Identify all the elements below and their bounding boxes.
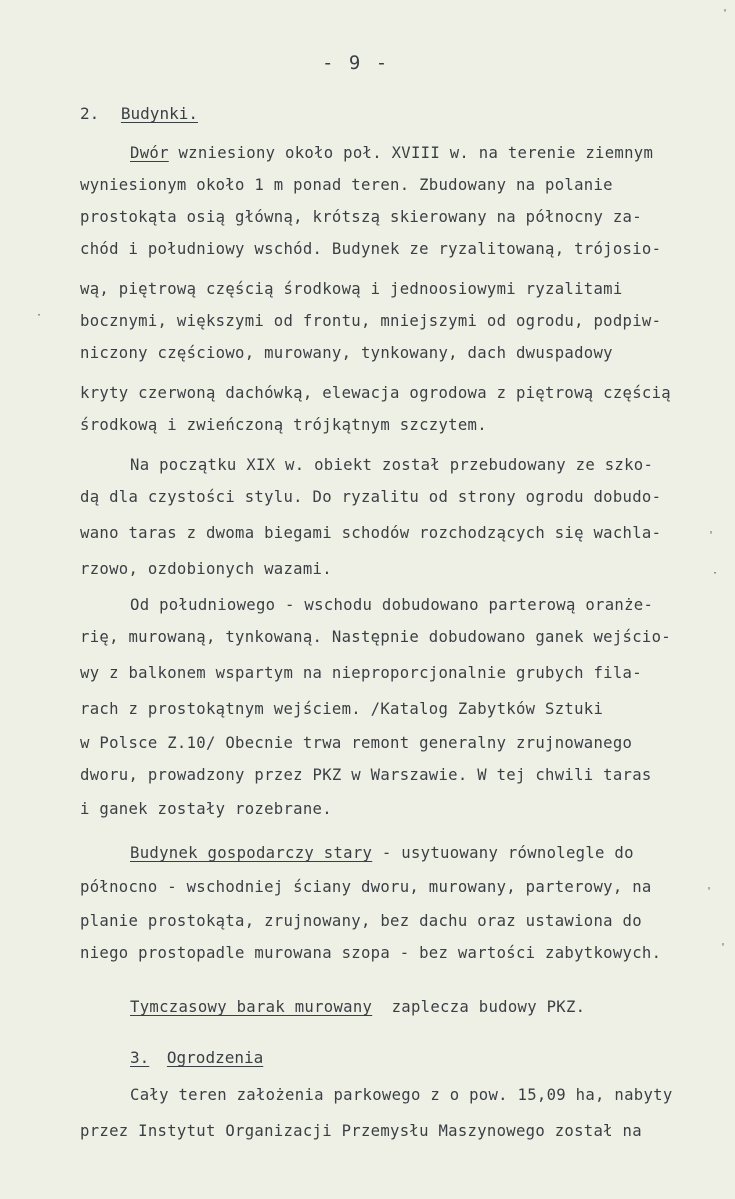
margin-mark: ' (708, 530, 715, 541)
margin-mark: ' (722, 8, 729, 19)
dwor-line-1: wyniesionym około 1 m ponad teren. Zbudowany na polanie (80, 176, 613, 194)
oranzeria-line-6: i ganek zostały rozebrane. (80, 800, 332, 818)
dwor-line-8: środkową i zwieńczoną trójkątnym szczytem. (80, 416, 487, 434)
dwor-line-4: wą, piętrową częścią środkową i jednoosiowymi ryzalitami (80, 280, 623, 298)
margin-mark: ' (720, 942, 727, 953)
section-3-heading (130, 1048, 263, 1067)
section-3-title: Ogrodzenia (166, 1048, 264, 1067)
dwor-line-6: niczony częściowo, murowany, tynkowany, dach dwuspadowy (80, 344, 613, 362)
section-2-title: Budynki. (120, 104, 198, 123)
last-line-1: przez Instytut Organizacji Przemysłu Maszynowego został na (80, 1122, 642, 1140)
barak-rest: zaplecza budowy PKZ. (372, 998, 586, 1016)
oranzeria-line-1: rię, murowaną, tynkowaną. Następnie dobudowano ganek wejścio- (80, 628, 671, 646)
gospodarczy-line-0: - usytuowany równolegle do (372, 844, 634, 862)
dwor-line-3: chód i południowy wschód. Budynek ze ryzalitowaną, trójosio- (80, 240, 662, 258)
xix-line-0: Na początku XIX w. obiekt został przebudowany ze szko- (130, 456, 654, 474)
oranzeria-line-3: rach z prostokątnym wejściem. /Katalog Zabytków Sztuki (80, 700, 604, 718)
margin-mark: · (36, 310, 43, 321)
text-line (130, 998, 720, 1016)
gospodarczy-line-1: północno - wschodniej ściany dworu, murowany, parterowy, na (80, 878, 652, 896)
gospodarczy-line-3: niego prostopadle murowana szopa - bez wartości zabytkowych. (80, 944, 662, 962)
dwor-term: Dwór (130, 144, 169, 162)
margin-mark: ' (706, 886, 713, 897)
section-3-number: 3. (130, 1048, 150, 1067)
barak-term: Tymczasowy barak murowany (130, 998, 373, 1016)
section-2-number: 2. (80, 104, 100, 123)
xix-line-1: dą dla czystości stylu. Do ryzalitu od strony ogrodu dobudo- (80, 488, 662, 506)
dwor-line-7: kryty czerwoną dachówką, elewacja ogrodowa z piętrową częścią (80, 384, 671, 402)
text-line (130, 844, 720, 862)
dwor-line-0: wzniesiony około poł. XVIII w. na terenie ziemnym (168, 144, 654, 162)
dwor-line-2: prostokąta osią główną, krótszą skierowany na północny za- (80, 208, 642, 226)
last-line-0: Cały teren założenia parkowego z o pow. 15,09 ha, nabyty (130, 1086, 673, 1104)
oranzeria-line-2: wy z balkonem wspartym na nieproporcjonalnie grubych fila- (80, 664, 642, 682)
gospodarczy-line-2: planie prostokąta, zrujnowany, bez dachu oraz ustawiona do (80, 912, 642, 930)
oranzeria-line-5: dworu, prowadzony przez PKZ w Warszawie. W tej chwili taras (80, 766, 652, 784)
oranzeria-line-4: w Polsce Z.10/ Obecnie trwa remont generalny zrujnowanego (80, 734, 633, 752)
oranzeria-line-0: Od południowego - wschodu dobudowano parterową oranże- (130, 596, 654, 614)
dwor-line-5: bocznymi, większymi od frontu, mniejszymi od ogrodu, podpiw- (80, 312, 662, 330)
section-2-heading (80, 104, 198, 123)
margin-mark: · (712, 568, 719, 579)
text-line (130, 144, 720, 162)
xix-line-3: rzowo, ozdobionych wazami. (80, 560, 332, 578)
page-number: - 9 - (322, 52, 390, 74)
gospodarczy-term: Budynek gospodarczy stary (130, 844, 373, 862)
xix-line-2: wano taras z dwoma biegami schodów rozchodzących się wachla- (80, 524, 662, 542)
